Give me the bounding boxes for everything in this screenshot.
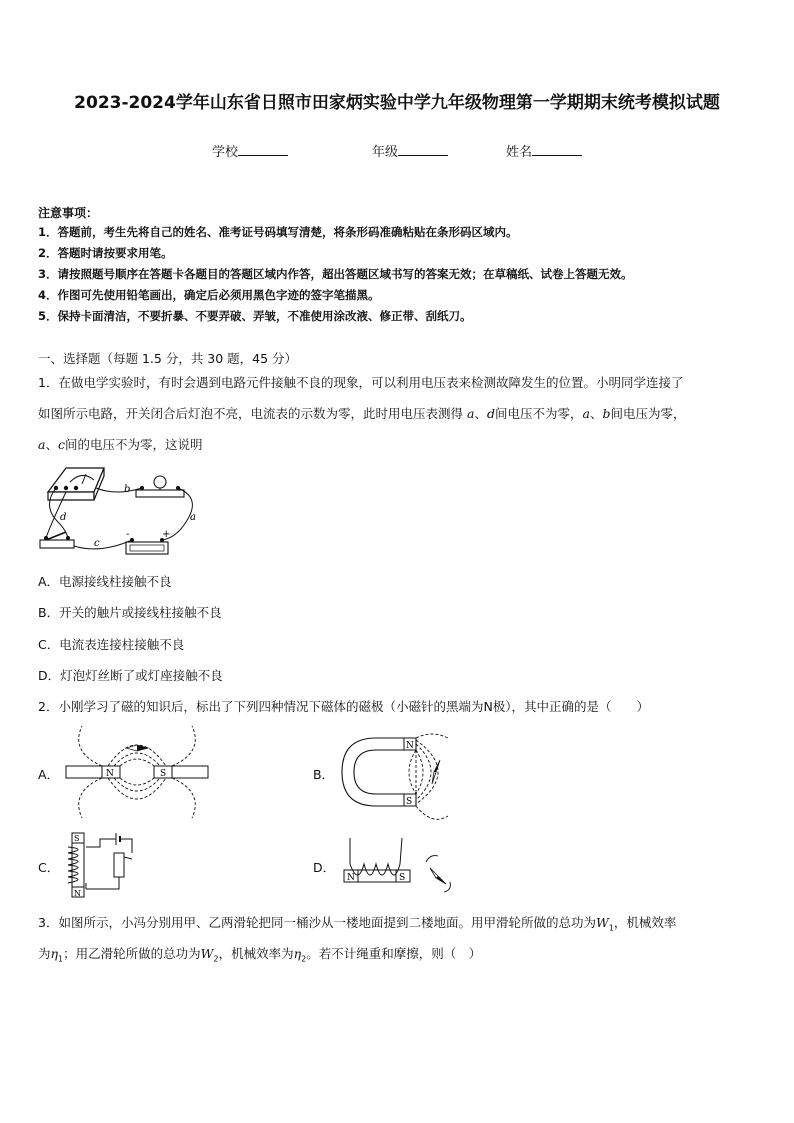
- grade-label: 年级: [372, 145, 399, 160]
- q1-option-c[interactable]: C．电流表连接柱接触不良: [38, 637, 185, 652]
- q2-option-c-label[interactable]: C．: [38, 860, 60, 875]
- point-c-label: c: [94, 538, 100, 549]
- pole-n-label: N: [347, 873, 355, 883]
- battery-icon: [126, 538, 168, 554]
- battery-minus-label: -: [126, 529, 130, 540]
- q2-option-a-label[interactable]: A．: [38, 767, 60, 782]
- school-field: [212, 141, 288, 160]
- section-heading: 一、选择题（每题 1.5 分，共 30 题，45 分）: [38, 351, 298, 366]
- q3-line2: 为$\eta_1$；用乙滑轮所做的总功为$W_2$，机械效率为$\eta_2$。若不计绳重和摩擦，则（ ）: [38, 946, 482, 964]
- q2-option-d-label[interactable]: D．: [313, 860, 336, 875]
- pole-n-label: N: [74, 889, 81, 898]
- point-b-label: b: [124, 484, 131, 495]
- school-label: 学校: [212, 145, 239, 160]
- exam-title: 2023-2024学年山东省日照市田家炳实验中学九年级物理第一学期期末统考模拟试题: [74, 93, 720, 113]
- pole-s-label: S: [160, 769, 167, 779]
- battery-plus-label: +: [162, 529, 171, 540]
- name-blank[interactable]: [532, 143, 582, 156]
- compass-needle-icon: [126, 745, 148, 751]
- pole-s-label: S: [74, 834, 80, 843]
- q2-option-b-label[interactable]: B．: [313, 767, 335, 782]
- pole-s-label: S: [406, 797, 413, 807]
- name-field: [506, 141, 582, 160]
- note-item: 2．答题时请按要求用笔。: [38, 246, 173, 260]
- q1-option-a[interactable]: A．电源接线柱接触不良: [38, 574, 172, 589]
- q1-line2: 如图所示电路，开关闭合后灯泡不亮，电流表的示数为零，此时用电压表测得 a、d间电压不为零，a、b间电压为零，: [38, 406, 686, 421]
- pole-n-label: N: [406, 741, 414, 751]
- compass-needle-icon: [432, 760, 440, 784]
- name-label: 姓名: [506, 145, 533, 160]
- point-d-label: d: [60, 512, 67, 523]
- note-item: 3．请按照题号顺序在答题卡各题目的答题区域内作答，超出答题区域书写的答案无效；在草稿纸、试卷上答题无效。: [38, 267, 633, 281]
- note-item: 1．答题前，考生先将自己的姓名、准考证号码填写清楚，将条形码准确粘贴在条形码区域内。: [38, 225, 518, 239]
- q1-option-d[interactable]: D．灯泡灯丝断了或灯座接触不良: [38, 668, 223, 683]
- q2-stem: 2．小刚学习了磁的知识后，标出了下列四种情况下磁体的磁极（小磁针的黑端为N极），其中正确的是（ ）: [38, 699, 650, 714]
- grade-field: [372, 141, 448, 160]
- pole-s-label: S: [399, 873, 406, 883]
- grade-blank[interactable]: [398, 143, 448, 156]
- q1-line1: 1．在做电学实验时，有时会遇到电路元件接触不良的现象，可以利用电压表来检测故障发生的位置。小明同学连接了: [38, 375, 684, 390]
- lamp-icon: [136, 476, 184, 497]
- q1-line3: a、c间的电压不为零，这说明: [38, 437, 203, 452]
- note-item: 5．保持卡面清洁，不要折暴、不要弄破、弄皱，不准使用涂改液、修正带、刮纸刀。: [38, 309, 472, 323]
- point-a-label: a: [190, 512, 196, 523]
- switch-icon: [40, 532, 74, 548]
- q2-option-c-diagram: [64, 829, 144, 903]
- compass-needle-icon: [430, 868, 446, 884]
- q3-line1: 3．如图所示，小冯分别用甲、乙两滑轮把同一桶沙从一楼地面提到二楼地面。用甲滑轮所做的总功为$W_1$，机械效率: [38, 915, 677, 933]
- note-item: 4．作图可先使用铅笔画出，确定后必须用黑色字迹的签字笔描黑。: [38, 288, 380, 302]
- ammeter-icon: [48, 468, 104, 500]
- circuit-diagram: [36, 462, 206, 562]
- notes-heading: 注意事项：: [38, 206, 99, 220]
- q1-option-b[interactable]: B．开关的触片或接线柱接触不良: [38, 605, 222, 620]
- q2-option-b-diagram: [336, 730, 456, 828]
- q2-option-d-diagram: [340, 834, 460, 894]
- school-blank[interactable]: [238, 143, 288, 156]
- q2-option-a-diagram: [62, 722, 212, 822]
- pole-n-label: N: [106, 769, 114, 779]
